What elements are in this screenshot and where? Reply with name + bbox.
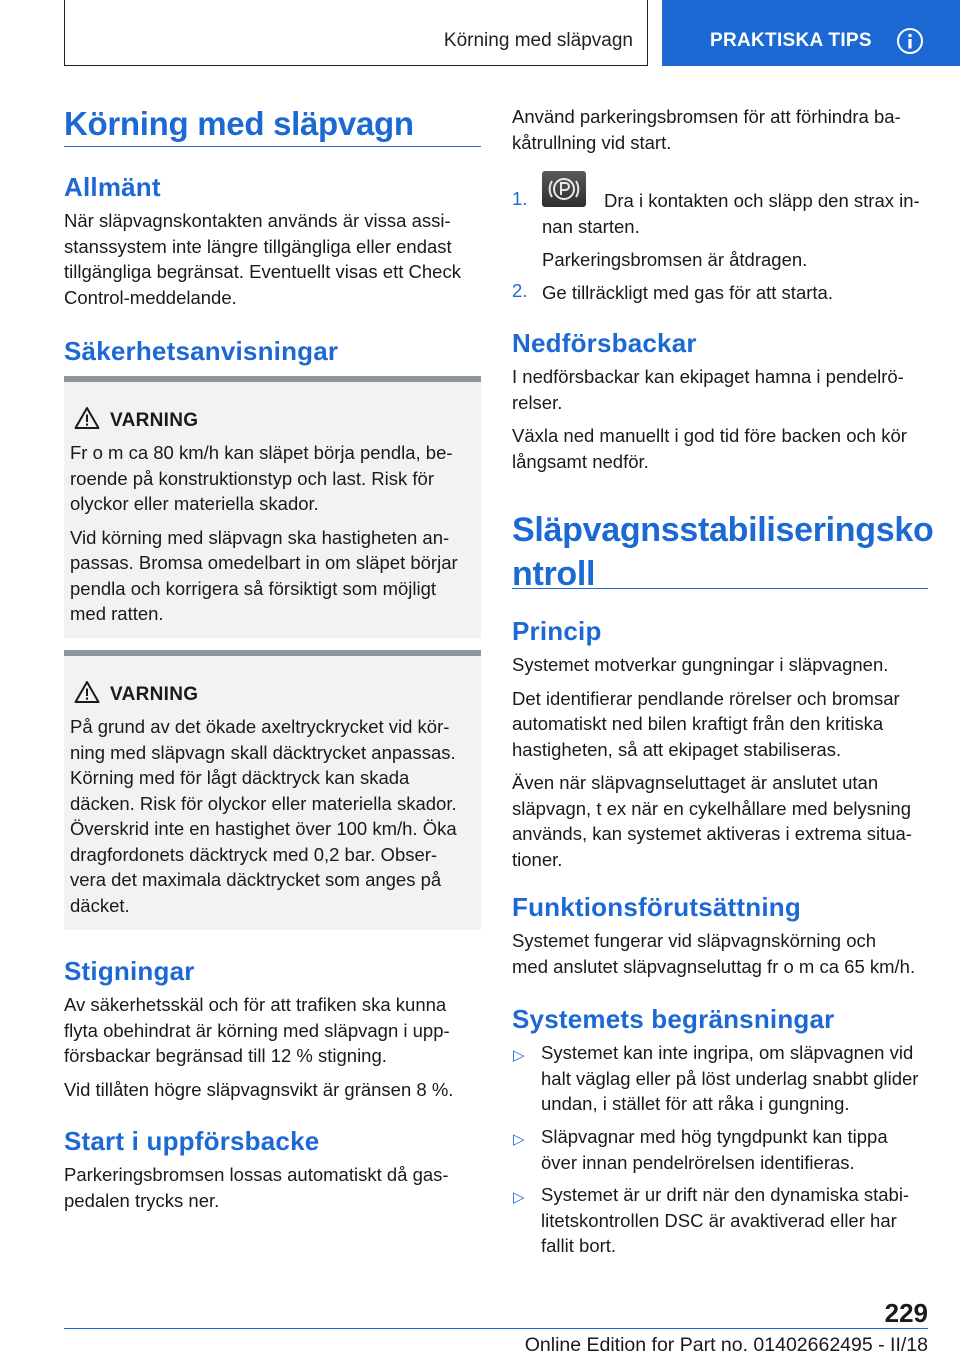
warning-body — [70, 714, 475, 918]
nedfors-paragraph — [512, 364, 928, 474]
text-line: med anslutet släpvagnseluttag fr o m ca 65 km/h. — [512, 955, 916, 977]
text-line: passas. Bromsa omedelbart in om släpet börjar — [70, 552, 458, 573]
text-line: I nedförsbackar kan ekipaget hamna i pendelrö- — [512, 366, 904, 387]
text-line: tillgängliga begränsat. Eventuellt visas ett Check — [64, 261, 461, 282]
text-line: över innan pendelrörelsen identifieras. — [541, 1151, 855, 1173]
text-line: Även när släpvagnseluttaget är anslutet utan — [512, 772, 879, 793]
text-line: pedalen trycks ner. — [64, 1189, 220, 1211]
text-line: Det identifierar pendlande rörelser och bromsar — [512, 687, 900, 709]
heading-princip: Princip — [512, 616, 602, 646]
text-line: litetskontrollen DSC är avaktiverad eller har — [541, 1209, 897, 1231]
text-line: Systemet motverkar gungningar i släpvagnen. — [512, 654, 889, 675]
text-line: olyckor eller materiella skador. — [70, 493, 319, 514]
text-line: används, kan systemet aktiveras i extrema situa- — [512, 823, 912, 844]
text-line: dragfordonets däcktryck med 0,2 bar. Obser- — [70, 843, 438, 865]
heading-begransningar: Systemets begränsningar — [512, 1004, 835, 1034]
stigningar-paragraph — [64, 992, 481, 1102]
warning-triangle-icon — [74, 680, 100, 704]
warning-title: VARNING — [110, 410, 199, 431]
text-line: vera det maximala däcktrycket som anges på — [70, 869, 442, 890]
text-line: Växla ned manuellt i god tid före backen och kör — [512, 425, 907, 446]
text-line: däcket. — [70, 894, 130, 916]
text-line: nan starten. — [542, 215, 640, 237]
text-line: Dra i kontakten och släpp den strax in- — [604, 190, 920, 211]
text-line: Av säkerhetsskäl och för att trafiken ska kunna — [64, 994, 447, 1015]
warning-box-2 — [64, 650, 481, 930]
text-line: roende på konstruktionstyp och last. Risk för — [70, 467, 435, 489]
text-line: med ratten. — [70, 603, 164, 624]
heading-nedfors: Nedförsbackar — [512, 328, 697, 358]
text-line: Control-meddelande. — [64, 286, 237, 308]
text-line: halt väglag eller på löst underlag snabbt glider — [541, 1067, 919, 1089]
text-line: När släpvagnskontakten används är vissa assi- — [64, 210, 451, 231]
text-line: Körning med för lågt däcktryck kan skada — [70, 767, 410, 788]
text-line: Vid körning med släpvagn ska hastigheten an- — [70, 526, 450, 548]
text-line: Parkeringsbromsen lossas automatiskt då gas- — [64, 1164, 449, 1185]
text-line: relser. — [512, 391, 563, 413]
text-line: Systemet kan inte ingripa, om släpvagnen vid — [541, 1042, 914, 1063]
page-number: 229 — [884, 1298, 928, 1328]
text-line: Systemet är ur drift när den dynamiska stabi- — [541, 1184, 910, 1205]
title-rule — [64, 146, 481, 147]
text-line: Fr o m ca 80 km/h kan släpet börja pendla, be- — [70, 442, 453, 463]
step-text — [542, 188, 928, 273]
text-line: På grund av det ökade axeltryckrycket vid kör- — [70, 716, 450, 737]
bullet-triangle-icon: ▷ — [513, 1189, 525, 1206]
text-line: däcken. Risk för olyckor eller materiella skador. — [70, 792, 457, 814]
heading-start: Start i uppförsbacke — [64, 1126, 320, 1156]
funktion-paragraph — [512, 928, 928, 979]
text-line: försbackar begränsad till 12 % stigning. — [64, 1045, 387, 1066]
warning-body — [70, 440, 475, 627]
start-paragraph — [64, 1162, 481, 1213]
heading-sakerhet: Säkerhetsanvisningar — [64, 336, 339, 366]
text-line: Överskrid inte en hastighet över 100 km/h. Öka — [70, 818, 457, 839]
princip-paragraph — [512, 652, 928, 872]
heading-funktion: Funktionsförutsättning — [512, 892, 801, 922]
heading-stigningar: Stigningar — [64, 956, 195, 986]
step-text — [542, 280, 928, 306]
warning-title: VARNING — [110, 684, 199, 705]
header-chapter-title: PRAKTISKA TIPS — [710, 30, 872, 51]
header-section-title: Körning med släpvagn — [443, 30, 633, 51]
allmant-paragraph — [64, 208, 481, 310]
heading-allmant: Allmänt — [64, 172, 161, 202]
title-rule — [512, 588, 928, 589]
text-line: automatiskt ned bilen kraftigt från den kritiska — [512, 713, 884, 734]
text-line: Vid tillåten högre släpvagnsvikt är gränsen 8 %. — [64, 1078, 454, 1100]
warning-triangle-icon — [74, 406, 100, 430]
text-line: ning med släpvagn skall däcktrycket anpassas. — [70, 741, 456, 763]
title-line: Släpvagnsstabiliseringsko — [512, 511, 934, 549]
text-line: pendla och korrigera så försiktigt som möjligt — [70, 577, 437, 599]
text-line: kåtrullning vid start. — [512, 131, 672, 153]
text-line: släpvagn, t ex när en cykelhållare med belysning — [512, 797, 912, 819]
text-line: Släpvagnar med hög tyngdpunkt kan tippa — [541, 1126, 888, 1147]
footer-edition: Online Edition for Part no. 01402662495 - II/18 — [524, 1334, 928, 1356]
text-line: Använd parkeringsbromsen för att förhindra ba- — [512, 106, 901, 127]
text-line: Ge tillräckligt med gas för att starta. — [542, 282, 833, 303]
text-line: långsamt nedför. — [512, 450, 649, 472]
text-line: hastigheten, så att ekipaget stabiliseras. — [512, 738, 842, 760]
bullet-triangle-icon: ▷ — [513, 1047, 525, 1064]
step-number: 1. — [512, 188, 528, 209]
text-line: fallit bort. — [541, 1235, 617, 1256]
header-chapter-tab[interactable] — [662, 0, 960, 66]
text-line: undan, i stället för att råka i gungning. — [541, 1093, 850, 1114]
text-line: tioner. — [512, 848, 563, 870]
warning-box-1 — [64, 376, 481, 638]
step-result: Parkeringsbromsen är åtdragen. — [542, 249, 808, 270]
list-item — [541, 1040, 931, 1117]
list-item — [541, 1182, 931, 1259]
header-section-box — [64, 0, 648, 66]
section-title-2 — [512, 508, 942, 596]
text-line: flyta obehindrat är körning med släpvagn i upp- — [64, 1019, 450, 1041]
step-number: 2. — [512, 280, 528, 301]
bullet-triangle-icon: ▷ — [513, 1131, 525, 1148]
list-item — [541, 1124, 931, 1175]
title-line: ntroll — [512, 555, 596, 593]
text-line: stanssystem inte längre tillgängliga eller endast — [64, 235, 452, 257]
footer-rule — [64, 1328, 928, 1329]
text-line: Systemet fungerar vid släpvagnskörning och — [512, 930, 877, 951]
intro-paragraph — [512, 104, 928, 155]
info-circle-icon[interactable] — [896, 27, 924, 55]
page-title: Körning med släpvagn — [64, 105, 414, 142]
